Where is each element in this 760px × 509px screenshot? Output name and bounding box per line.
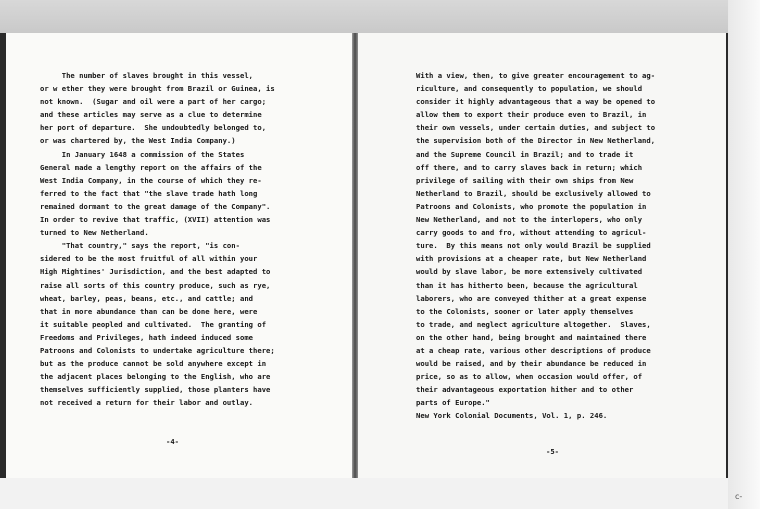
text-line: West India Company, in the course of which they re- — [40, 175, 262, 185]
text-line: would by slave labor, be more extensively cultivated — [416, 267, 643, 277]
text-line: New Netherland, and not to the interlopers, who only — [416, 215, 643, 225]
text-line: off there, and to carry slaves back in return; which — [416, 162, 643, 172]
text-line: with provisions at a cheaper rate, but New Netherland — [416, 254, 647, 264]
text-line: the supervision both of the Director in New Netherland, — [416, 136, 656, 146]
scan-right-margin — [728, 0, 760, 509]
text-line: raise all sorts of this country produce, such as rye, — [40, 280, 271, 290]
text-line: remained dormant to the great damage of the Company". — [40, 201, 271, 211]
text-line: it suitable peopled and cultivated. The granting of — [40, 319, 267, 329]
text-line: their own vessels, under certain duties, and subject to — [416, 123, 656, 133]
left-page-text — [40, 69, 275, 409]
text-line: New York Colonial Documents, Vol. 1, p. 246. — [416, 411, 608, 421]
text-line: price, so as to allow, when occasion would offer, of — [416, 372, 643, 382]
text-line: on the other hand, being brought and maintained there — [416, 332, 647, 342]
text-line: riculture, and consequently to population, we should — [416, 84, 643, 94]
text-line: not known. (Sugar and oil were a part of her cargo; — [40, 97, 267, 107]
text-line: turned to New Netherland. — [40, 228, 149, 238]
text-line: ture. By this means not only would Brazil be supplied — [416, 241, 651, 251]
text-line: or w ether they were brought from Brazil or Guinea, is — [40, 84, 275, 94]
text-line: and the Supreme Council in Brazil; and to trade it — [416, 149, 634, 159]
text-line: ferred to the fact that "the slave trade hath long — [40, 188, 258, 198]
text-line: allow them to export their produce even to Brazil, in — [416, 110, 647, 120]
text-line: the adjacent places belonging to the English, who are — [40, 372, 271, 382]
right-page-number: -5- — [546, 447, 559, 456]
text-line: The number of slaves brought in this vessel, — [40, 71, 254, 80]
scan-bottom-margin — [0, 478, 760, 509]
text-line: High Mightines' Jurisdiction, and the best adapted to — [40, 267, 271, 277]
left-page — [6, 33, 352, 478]
scan-top-margin — [0, 0, 760, 33]
text-line: "That country," says the report, "is con- — [40, 241, 240, 251]
corner-mark: c- — [735, 492, 743, 501]
text-line: to trade, and neglect agriculture altogether. Slaves, — [416, 319, 651, 329]
text-line: or was chartered by, the West India Company.) — [40, 136, 236, 146]
text-line: not received a return for their labor and outlay. — [40, 398, 254, 408]
text-line: Patroons and Colonists, who promote the population in — [416, 201, 647, 211]
text-line: wheat, barley, peas, beans, etc., and cattle; and — [40, 293, 254, 303]
text-line: but as the produce cannot be sold anywhere except in — [40, 359, 267, 369]
text-line: General made a lengthy report on the affairs of the — [40, 162, 262, 172]
text-line: Patroons and Colonists to undertake agriculture there; — [40, 345, 275, 355]
text-line: themselves sufficiently supplied, those planters have — [40, 385, 271, 395]
text-line: would be raised, and by their abundance be reduced in — [416, 359, 647, 369]
text-line: Netherland to Brazil, should be exclusively allowed to — [416, 188, 651, 198]
text-line: consider it highly advantageous that a way be opened to — [416, 97, 656, 107]
text-line: Freedoms and Privileges, hath indeed induced some — [40, 332, 254, 342]
text-line: privilege of sailing with their own ships from New — [416, 175, 634, 185]
text-line: than it has hitherto been, because the agricultural — [416, 280, 638, 290]
text-line: that in more abundance than can be done here, were — [40, 306, 258, 316]
text-line: parts of Europe." — [416, 398, 490, 408]
text-line: With a view, then, to give greater encouragement to ag- — [416, 71, 656, 80]
text-line: In order to revive that traffic, (XVII) attention was — [40, 215, 271, 225]
left-page-number: -4- — [166, 437, 179, 446]
text-line: laborers, who are conveyed thither at a great expense — [416, 293, 647, 303]
text-line: In January 1648 a commission of the States — [40, 149, 245, 159]
right-page-text — [416, 69, 655, 423]
text-line: sidered to be the most fruitful of all within your — [40, 254, 258, 264]
text-line: their advantageous exportation hither and to other — [416, 385, 634, 395]
text-line: carry goods to and fro, without attending to agricul- — [416, 228, 647, 238]
text-line: to the Colonists, sooner or later apply themselves — [416, 306, 634, 316]
text-line: and these articles may serve as a clue to determine — [40, 110, 262, 120]
text-line: at a cheap rate, various other descriptions of produce — [416, 345, 651, 355]
text-line: her port of departure. She undoubtedly belonged to, — [40, 123, 267, 133]
right-page — [358, 33, 726, 478]
